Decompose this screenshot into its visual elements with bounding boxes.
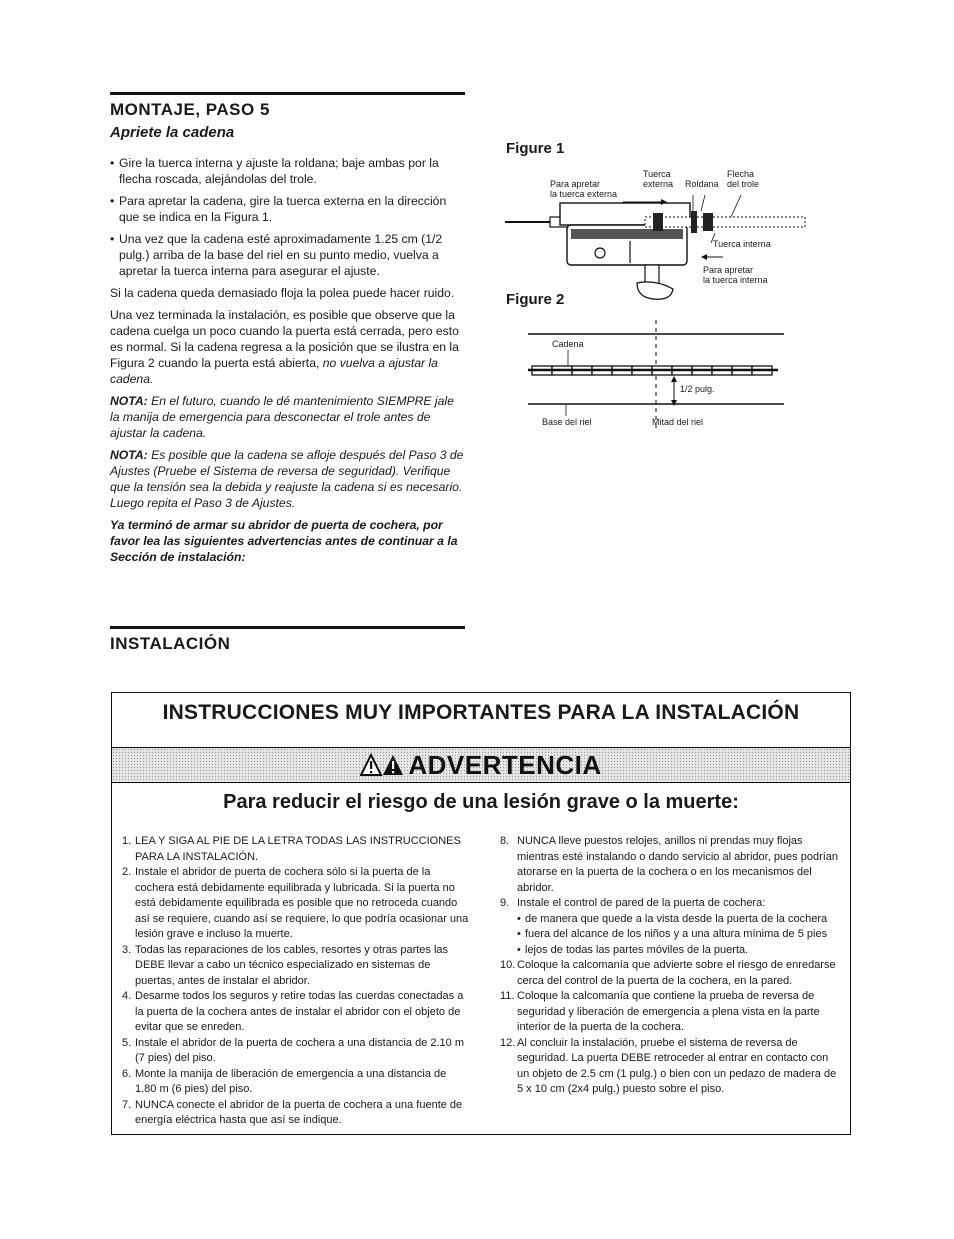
sub-bullet: • lejos de todas las partes móviles de la puerta.: [517, 943, 842, 959]
list-item: 8. NUNCA lleve puestos relojes, anillos ni prendas muy flojas mientras esté instalando o dando servicio al abridor, pues podrían atorarse en la puerta de la cochera o en los mecanismos del abridor.: [500, 835, 839, 894]
outer-nut: [653, 213, 663, 231]
warning-right-column: [500, 834, 842, 1098]
section-title-instalacion: INSTALACIÓN: [110, 634, 231, 653]
section-subtitle: Apriete la cadena: [110, 124, 235, 141]
label-base-riel: Base del riel: [542, 417, 592, 427]
label-tuerca-interna: Tuerca interna: [713, 239, 771, 249]
section-rule-instalacion: [110, 626, 465, 629]
paragraph-installed: Una vez terminada la instalación, es posible que observe que la cadena cuelga un poco cuando la puerta está cerrada, pero esto es normal. Si la cadena regresa a la posición que se ilustra en la Figura 2 cuando la puerta está abierta, no vuelva a ajustar la cadena.: [110, 308, 459, 386]
label-flecha: Flecha del trole: [727, 169, 760, 189]
figure-2-diagram: [528, 320, 788, 430]
list-item: 12. Al concluir la instalación, pruebe el sistema de reversa de seguridad. La puerta DEBE retroceder al entrar en contacto con un objeto de 2.5 cm (1 pulg.) o bien con un pedazo de madera de 5 x 10 cm (2x4 pulg.) puesto sobre el piso.: [500, 1036, 837, 1095]
instruction-list: [110, 155, 465, 279]
section-title-montaje: MONTAJE, PASO 5: [110, 100, 270, 119]
label-tuerca-externa: Tuerca externa: [643, 169, 674, 189]
list-item: 7. NUNCA conecte el abridor de la puerta de cochera a una fuente de energía eléctrica hasta que así se indique.: [122, 1098, 463, 1126]
sub-bullet: • de manera que quede a la vista desde la puerta de la cochera: [517, 912, 842, 928]
warning-title: INSTRUCCIONES MUY IMPORTANTES PARA LA INSTALACIÓN: [162, 701, 800, 724]
list-item: • Gire la tuerca interna y ajuste la roldana; baje ambas por la flecha roscada, alejándolas del trole.: [110, 155, 465, 187]
list-item: 3. Todas las reparaciones de los cables, resortes y otras partes las DEBE llevar a cabo un técnico especializado en sistemas de puertas, antes de instalar el abridor.: [122, 943, 449, 987]
list-item: 4. Desarme todos los seguros y retire todas las cuerdas conectadas a la puerta de la cochera antes de instalar el abridor con el objeto de evitar que se enreden.: [122, 990, 464, 1033]
warning-left-column: [122, 834, 470, 1129]
leader-roldana: [701, 195, 705, 211]
label-half-inch: 1/2 pulg.: [680, 384, 715, 394]
figure-2-title: Figure 2: [506, 291, 565, 308]
warning-box: [111, 692, 851, 1135]
release-knob: [637, 282, 673, 299]
list-item: • Para apretar la cadena, gire la tuerca externa en la dirección que se indica en la Figura 1.: [110, 193, 465, 225]
section-rule-top: [110, 92, 465, 95]
list-item: 11. Coloque la calcomanía que contiene la prueba de reversa de seguridad y liberación de emergencia a plena vista en la parte interior de la puerta de la cochera.: [500, 990, 820, 1033]
list-item: 6. Monte la manija de liberación de emergencia a una distancia de 1.80 m (6 pies) del piso.: [122, 1067, 447, 1095]
note-readjust: NOTA: Es posible que la cadena se afloje después del Paso 3 de Ajustes (Pruebe el Sistema de reversa de seguridad). Verifique que la tensión sea la debida y reajuste la cadena si es necesario. Luego repita el Paso 3 de Ajustes.: [110, 448, 464, 510]
inner-nut: [703, 213, 713, 231]
warning-triangle-icon: [360, 753, 404, 777]
chain-illustration: [528, 320, 788, 430]
washer: [691, 211, 697, 233]
sub-bullet: • fuera del alcance de los niños y a una altura mínima de 5 pies: [517, 927, 842, 943]
montaje-body: [110, 155, 465, 571]
label-para-apretar-externa: Para apretar la tuerca externa: [550, 179, 618, 199]
list-item: 10. Coloque la calcomanía que advierte sobre el riesgo de enredarse cerca del control de la puerta de la cochera, en la pared.: [500, 959, 836, 987]
threaded-shaft: [645, 217, 805, 227]
leader-flecha: [731, 195, 741, 217]
figure-1-title: Figure 1: [506, 140, 565, 157]
warning-subtitle: Para reducir el riesgo de una lesión grave o la muerte:: [223, 791, 739, 813]
label-roldana: Roldana: [685, 179, 719, 189]
list-item: 1. LEA Y SIGA AL PIE DE LA LETRA TODAS LAS INSTRUCCIONES PARA LA INSTALACIÓN.: [122, 835, 461, 863]
label-para-apretar-interna: Para apretar la tuerca interna: [703, 265, 768, 285]
list-item: 5. Instale el abridor de la puerta de cochera a una distancia de 2.10 m (7 pies) del piso.: [122, 1036, 464, 1064]
label-cadena: Cadena: [552, 339, 584, 349]
note-maintenance: NOTA: En el futuro, cuando le dé mantenimiento SIEMPRE jale la manija de emergencia para desconectar el trole antes de ajustar la cadena.: [110, 394, 454, 440]
list-item: 2. Instale el abridor de puerta de cochera sólo si la puerta de la cochera está debidamente equilibrada y lubricada. Si la puerta no está debidamente equilibrada es posible que no retroceda cuando así se requiere, cuando así se requiere, lo que podría ocasionar una lesión grave e incluso la muerte.: [122, 866, 469, 940]
figure-1-diagram: [505, 165, 825, 305]
warning-banner: [112, 747, 850, 783]
warning-word: ADVERTENCIA: [408, 749, 602, 780]
list-item: 9. Instale el control de pared de la puerta de cochera: • de manera que quede a la vista desde la puerta de la cochera • fuera del alcance de los niños y a una altura mínima de 5 pies • lejos de todas las partes móviles de la puerta.: [500, 896, 842, 958]
label-mitad-riel: Mitad del riel: [652, 417, 704, 427]
trolley-bolt: [595, 248, 605, 258]
list-item: • Una vez que la cadena esté aproximadamente 1.25 cm (1/2 pulg.) arriba de la base del riel en su punto medio, vuelva a apretar la tuerca interna para asegurar el ajuste.: [110, 231, 465, 279]
paragraph-loose-chain: Si la cadena queda demasiado floja la polea puede hacer ruido.: [110, 286, 455, 300]
trolley-stripe: [571, 229, 683, 239]
closing-note: Ya terminó de armar su abridor de puerta de cochera, por favor lea las siguientes advertencias antes de continuar a la Sección de instalación:: [110, 518, 458, 564]
